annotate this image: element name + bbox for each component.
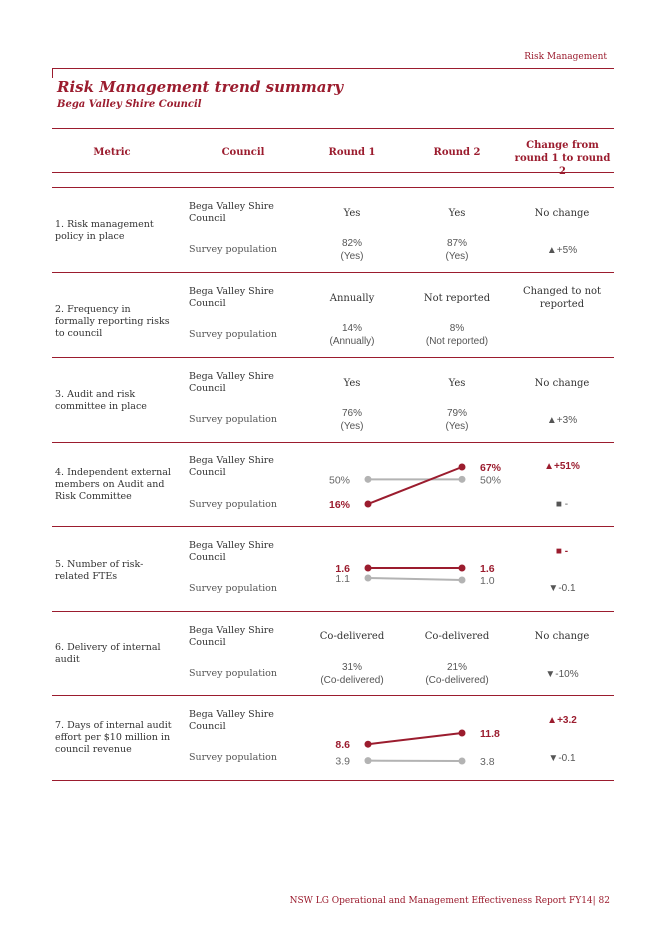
page-subtitle: Bega Valley Shire Council: [57, 99, 202, 110]
council-label: Bega Valley Shire Council: [189, 709, 274, 732]
council-change-value: ■ -: [555, 546, 569, 557]
data-label: 3.9: [335, 755, 350, 768]
data-label: 3.8: [480, 756, 495, 768]
survey-round1-value: 14% (Annually): [329, 323, 375, 347]
series-line: [368, 733, 462, 744]
council-round2-value: Co-delivered: [424, 631, 490, 642]
council-round1-value: Co-delivered: [319, 631, 385, 642]
council-round2-value: Yes: [448, 378, 466, 389]
survey-change-value: ▲+3%: [546, 415, 578, 426]
data-label: 16%: [328, 499, 350, 511]
metric-label: 5. Number of risk-related FTEs: [55, 559, 144, 582]
survey-change-value: ▼-0.1: [548, 583, 576, 594]
council-round2-value: Not reported: [423, 293, 491, 304]
data-label: 1.6: [480, 563, 495, 575]
survey-change-value: ▼-10%: [545, 669, 579, 680]
data-point: [459, 565, 466, 572]
page-footer: NSW LG Operational and Management Effectiveness Report FY14| 82: [289, 896, 610, 906]
council-label: Bega Valley Shire Council: [189, 540, 274, 563]
survey-change-value: ■ -: [555, 499, 569, 510]
council-label: Bega Valley Shire Council: [189, 455, 274, 478]
metric-label: 1. Risk management policy in place: [55, 219, 154, 242]
survey-round2-value: 21% (Co-delivered): [425, 662, 489, 686]
survey-label: Survey population: [189, 668, 277, 679]
data-point: [459, 476, 466, 483]
survey-round2-value: 87% (Yes): [445, 238, 469, 262]
data-point: [459, 758, 466, 765]
council-label: Bega Valley Shire Council: [189, 286, 274, 309]
council-change-value: Changed to not reported: [522, 286, 602, 310]
survey-round1-value: 31% (Co-delivered): [320, 662, 384, 686]
council-round1-value: Yes: [343, 378, 361, 389]
survey-label: Survey population: [189, 752, 277, 763]
section-label: Risk Management: [524, 52, 607, 62]
metric-label: 3. Audit and risk committee in place: [55, 389, 147, 412]
data-point: [365, 575, 372, 582]
metric-label: 2. Frequency in formally reporting risks to council: [55, 304, 170, 339]
data-point: [365, 741, 372, 748]
series-line: [368, 578, 462, 580]
data-label: 8.6: [335, 739, 350, 752]
data-point: [459, 730, 466, 737]
col-header-council: Council: [221, 147, 265, 158]
survey-change-value: ▲+5%: [546, 245, 578, 256]
survey-round2-value: 8% (Not reported): [425, 323, 489, 347]
survey-label: Survey population: [189, 583, 277, 594]
council-round1-value: Annually: [329, 293, 375, 304]
data-point: [459, 464, 466, 471]
survey-label: Survey population: [189, 499, 277, 510]
data-point: [365, 476, 372, 483]
survey-round1-value: 76% (Yes): [340, 408, 364, 432]
data-label: 1.6: [335, 563, 350, 575]
council-label: Bega Valley Shire Council: [189, 625, 274, 648]
data-label: 11.8: [480, 728, 500, 740]
metric-label: 6. Delivery of internal audit: [55, 642, 161, 665]
col-header-round1: Round 1: [328, 147, 376, 158]
survey-label: Survey population: [189, 414, 277, 425]
survey-round1-value: 82% (Yes): [340, 238, 364, 262]
council-change-value: ▲+3.2: [547, 715, 577, 726]
metric-label: 4. Independent external members on Audit and Risk Committee: [55, 467, 171, 502]
council-label: Bega Valley Shire Council: [189, 371, 274, 394]
survey-change-value: ▼-0.1: [548, 753, 576, 764]
series-line: [368, 467, 462, 504]
col-header-round2: Round 2: [433, 147, 481, 158]
page-title: Risk Management trend summary: [57, 78, 344, 96]
data-label: 50%: [328, 474, 350, 487]
col-header-change: Change from round 1 to round: [514, 140, 611, 164]
survey-round2-value: 79% (Yes): [445, 408, 469, 432]
data-point: [365, 565, 372, 572]
data-point: [365, 501, 372, 508]
council-label: Bega Valley Shire Council: [189, 201, 274, 224]
survey-label: Survey population: [189, 329, 277, 340]
council-change-value: No change: [534, 631, 590, 642]
survey-label: Survey population: [189, 244, 277, 255]
council-round1-value: Yes: [343, 208, 361, 219]
data-point: [459, 577, 466, 584]
data-point: [365, 757, 372, 764]
data-label: 1.0: [480, 575, 495, 587]
data-label: 50%: [480, 474, 502, 487]
council-change-value: No change: [534, 378, 590, 389]
council-change-value: ▲+51%: [544, 461, 580, 472]
data-label: 67%: [480, 462, 502, 474]
council-round2-value: Yes: [448, 208, 466, 219]
col-header-metric: Metric: [93, 147, 131, 158]
metric-label: 7. Days of internal audit effort per $10 million in council revenue: [55, 720, 172, 755]
data-label: 1.1: [335, 573, 350, 585]
council-change-value: No change: [534, 208, 590, 219]
